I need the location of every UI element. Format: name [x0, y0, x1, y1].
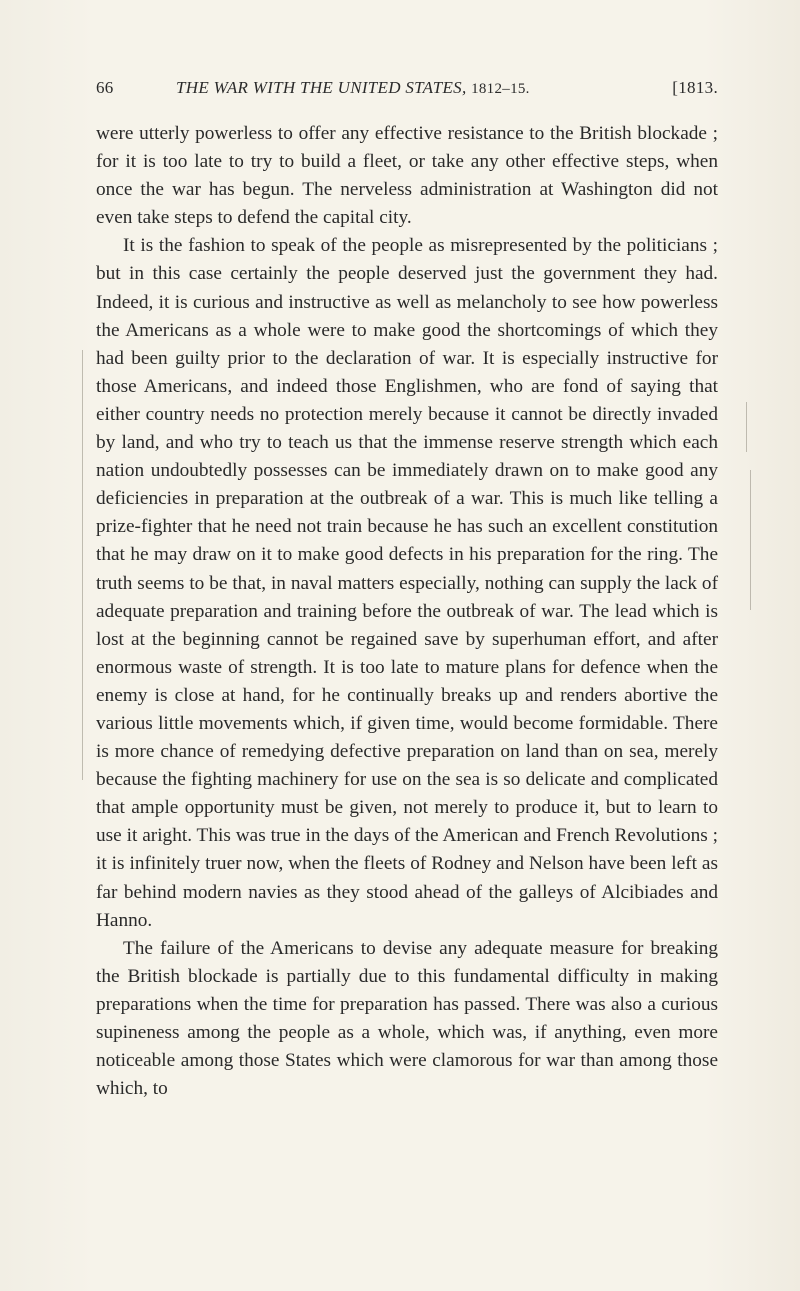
running-year: [1813. — [672, 78, 718, 97]
margin-shadow-line — [750, 470, 751, 610]
paragraph-1: were utterly powerless to offer any effective resistance to the British blockade ; for it is too late to try to build a fleet, or take any other effective steps, when once the war has begun. The nerveless administration at Washington did not even take steps to defend the capital city. — [96, 123, 718, 229]
running-title-text: THE WAR WITH THE UNITED STATES, — [176, 78, 467, 97]
running-title — [176, 78, 530, 98]
running-header — [96, 78, 718, 108]
page-body — [96, 120, 718, 1103]
page-number: 66 — [96, 78, 114, 97]
running-title-dates: 1812–15. — [471, 81, 530, 97]
margin-shadow-line — [82, 350, 83, 780]
margin-shadow-line — [746, 402, 747, 452]
paragraph-3: The failure of the Americans to devise any adequate measure for breaking the British blockade is partially due to this fundamental difficulty in making preparations when the time for preparation has passed. There was also a curious supineness among the people as a whole, which was, if anything, even more noticeable among those States which were clamorous for war than among those which, to — [96, 937, 718, 1100]
paragraph-2: It is the fashion to speak of the people as misrepresented by the politicians ; but in this case certainly the people deserved just the government they had. Indeed, it is curious and instructive as well as melancholy to see how powerless the Americans as a whole were to make good the shortcomings of which they had been guilty prior to the declaration of war. It is especially instructive for those Americans, and indeed those Englishmen, who are fond of saying that either country needs no protection merely because it cannot be directly invaded by land, and who try to teach us that the immense reserve strength which each nation undoubtedly possesses can be immediately drawn on to make good any deficiencies in preparation at the outbreak of a war. This is much like telling a prize-fighter that he need not train because he has such an excellent constitution that he may draw on it to make good defects in his preparation for the ring. The truth seems to be that, in naval matters especially, nothing can supply the lack of adequate preparation and training before the outbreak of war. The lead which is lost at the beginning cannot be regained save by superhuman effort, and after enormous waste of strength. It is too late to mature plans for defence when the enemy is close at hand, for he continually breaks up and renders abortive the various little movements which, if given time, would become formidable. There is more chance of remedying defective preparation on land than on sea, merely because the fighting machinery for use on the sea is so delicate and complicated that ample opportunity must be given, not merely to produce it, but to learn to use it aright. This was true in the days of the American and French Revolutions ; it is infinitely truer now, when the fleets of Rodney and Nelson have been left as far behind modern navies as they stood ahead of the galleys of Alcibiades and Hanno. — [96, 235, 718, 931]
